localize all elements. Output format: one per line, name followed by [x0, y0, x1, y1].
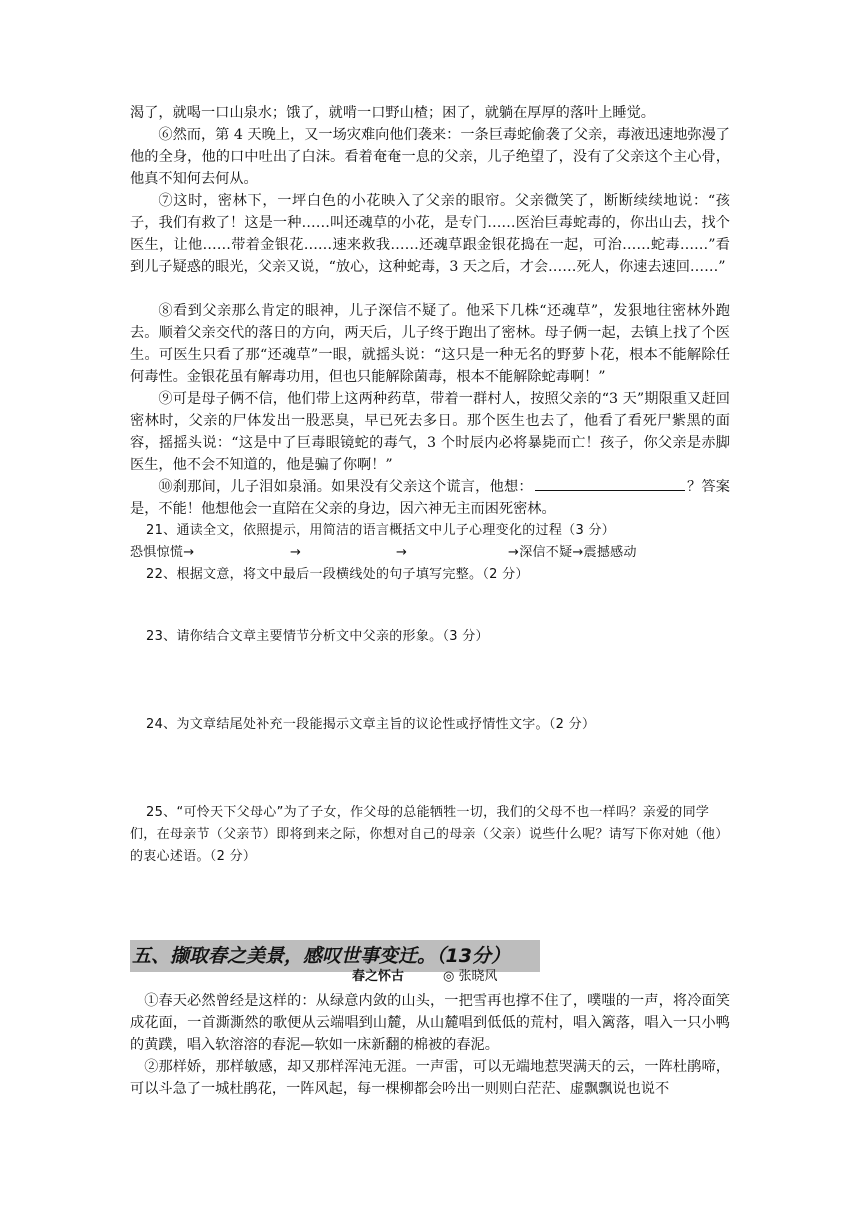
- flow-arrow-2: →: [396, 545, 408, 560]
- flow-start: 恐惧惊慌→: [130, 545, 195, 560]
- article-title: 春之怀古: [352, 969, 405, 984]
- story-paragraph-9: ⑨可是母子俩不信，他们带上这两种药草，带着一群村人，按照父亲的“3 天”期限重又赶回密林时，父亲的尸体发出一股恶臭，早已死去多日。那个医生也去了，他看了看死尸紫黑的面容，摇摇头说：“这是中了巨毒眼镜蛇的毒气，3 个时辰内必将暴毙而亡！孩子，你父亲是赤脚医生，他不会不知道的，他是骗了你啊！”: [130, 391, 730, 473]
- story-paragraph-continued: 渴了，就喝一口山泉水；饿了，就啃一口野山楂；困了，就躺在厚厚的落叶上睡觉。: [130, 105, 655, 121]
- answer-blank-line: [535, 476, 685, 491]
- paragraph-10-start: ⑩刹那间，儿子泪如泉涌。如果没有父亲这个谎言，他想：: [158, 479, 533, 495]
- paragraph-10-end: ？答案是，不能！他想他会一直陪在父亲的身边，因六神无主而困死密林。: [130, 479, 730, 517]
- question-22: 22、根据文意，将文中最后一段横线处的句子填写完整。（2 分）: [146, 567, 529, 582]
- article-author: ◎ 张晓风: [443, 969, 498, 984]
- article-paragraph-2: ②那样娇，那样敏感，却又那样浑沌无涯。一声雷，可以无端地惹哭满天的云，一阵杜鹃啼，可以斗急了一城杜鹃花，一阵风起，每一棵柳都会吟出一则则白茫茫、虚飘飘说也说不: [130, 1059, 730, 1097]
- article-paragraph-1: ①春天必然曾经是这样的：从绿意内敛的山头，一把雪再也撑不住了，噗嗤的一声，将冷面笑成花面，一首澌澌然的歌便从云端唱到山麓，从山麓唱到低低的荒村，唱入篱落，唱入一只小鸭的黄蹼，唱入软溶溶的春泥—软如一床新翻的棉被的春泥。: [130, 993, 730, 1053]
- flow-arrow-1: →: [290, 545, 302, 560]
- section-heading: 五、撷取春之美景，感叹世事变迁。（13分）: [132, 945, 510, 967]
- question-24: 24、为文章结尾处补充一段能揭示文章主旨的议论性或抒情性文字。（2 分）: [146, 717, 596, 732]
- story-paragraph-8: ⑧看到父亲那么肯定的眼神，儿子深信不疑了。他采下几株“还魂草”，发狠地往密林外跑去。顺着父亲交代的落日的方向，两天后，儿子终于跑出了密林。母子俩一起，去镇上找了个医生。可医生只看了那“还魂草”一眼，就摇头说：“这只是一种无名的野萝卜花，根本不能解除任何毒性。金银花虽有解毒功用，但也只能解除菌毒，根本不能解除蛇毒啊！”: [130, 303, 730, 385]
- story-paragraph-7: ⑦这时，密林下，一坪白色的小花映入了父亲的眼帘。父亲微笑了，断断续续地说：“孩子，我们有救了！这是一种……叫还魂草的小花，是专门……医治巨毒蛇毒的，你出山去，找个医生，让他……带着金银花……速来救我……还魂草跟金银花捣在一起，可治……蛇毒……”看到儿子疑惑的眼光，父亲又说，“放心，这种蛇毒，3 天之后，才会……死人，你速去速回……”: [130, 193, 730, 275]
- story-paragraph-10: [130, 476, 730, 520]
- question-23: 23、请你结合文章主要情节分析文中父亲的形象。（3 分）: [146, 629, 489, 644]
- flow-end: →深信不疑→震撼感动: [508, 545, 637, 560]
- question-21: 21、通读全文，依照提示，用简洁的语言概括文中儿子心理变化的过程（3 分）: [146, 523, 616, 538]
- question-25: 25、“可怜天下父母心”为了子女，作父母的总能牺牲一切，我们的父母不也一样吗？亲爱的同学们，在母亲节（父亲节）即将到来之际，你想对自己的母亲（父亲）说些什么呢？请写下你对她（他）的衷心述语。（2 分）: [130, 805, 729, 864]
- story-paragraph-6: ⑥然而，第 4 天晚上，又一场灾难向他们袭来：一条巨毒蛇偷袭了父亲，毒液迅速地弥漫了他的全身，他的口中吐出了白沫。看着奄奄一息的父亲，儿子绝望了，没有了父亲这个主心骨，他真不知何去何从。: [130, 127, 730, 187]
